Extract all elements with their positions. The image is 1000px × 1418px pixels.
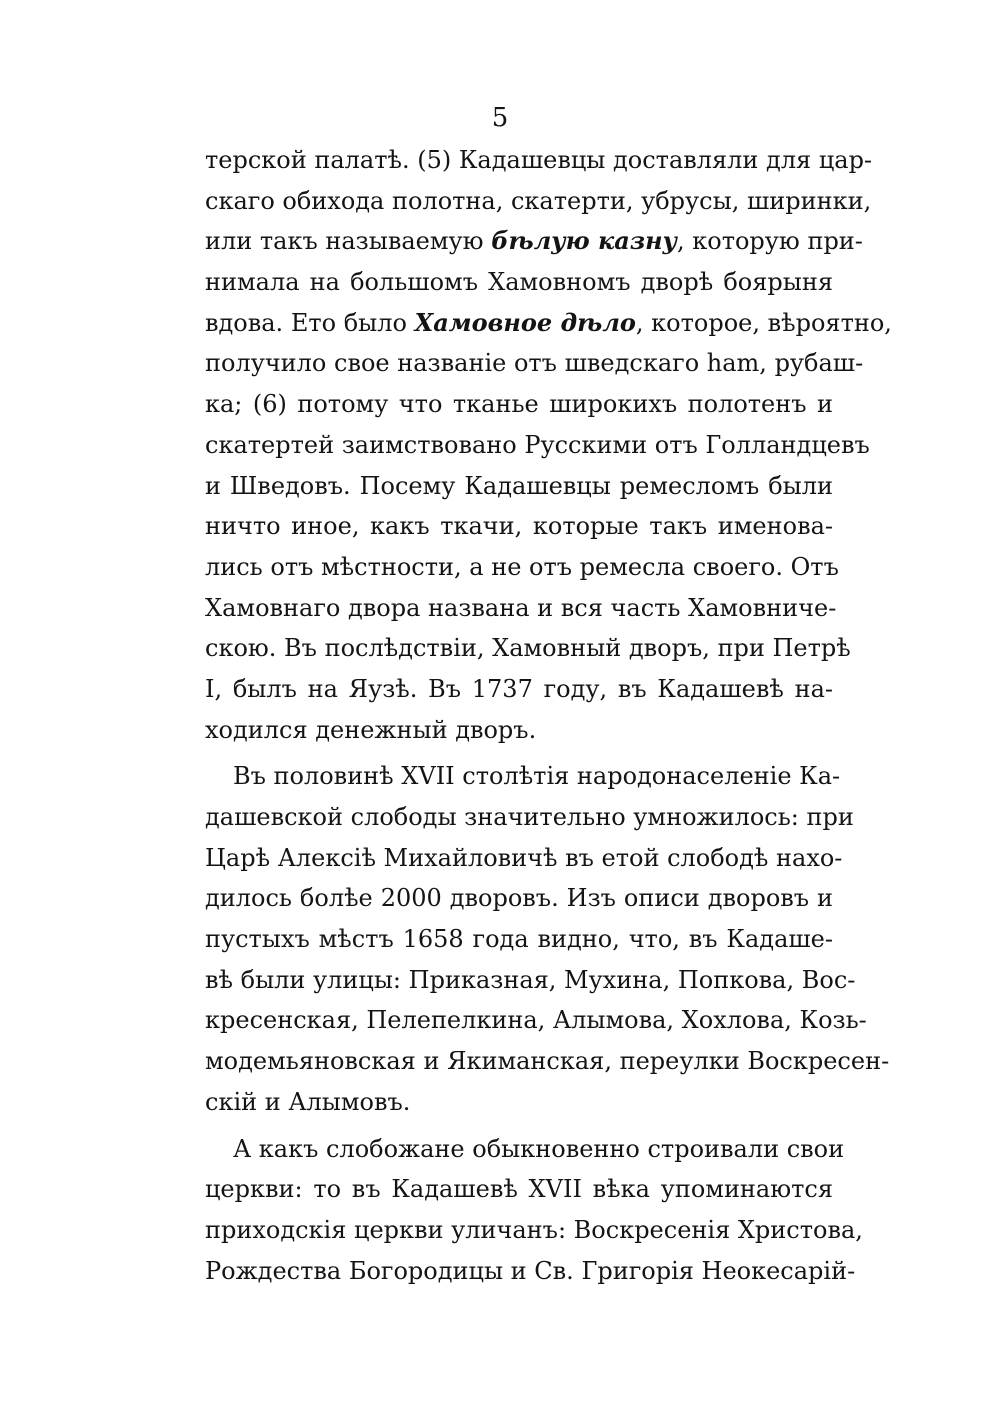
text-line: кресенская, Пелепелкина, Алымова, Хохлова, Козь- <box>205 1006 867 1035</box>
text-line: скаго обихода полотна, скатерти, убрусы, ширинки, <box>205 186 872 215</box>
text-line: скою. Въ послѣдствіи, Хамовный дворъ, при Петрѣ <box>205 634 851 663</box>
text-run: вдова. Ето было <box>205 308 415 337</box>
text-line: нимала на большомъ Хамовномъ дворѣ боярыня <box>205 268 833 297</box>
text-line: лись отъ мѣстности, а не отъ ремесла своего. Отъ <box>205 552 839 581</box>
emphasized-term: Хамовное дѣло <box>414 307 636 337</box>
text-line: и Шведовъ. Посему Кадашевцы ремесломъ были <box>205 471 833 500</box>
text-line: скій и Алымовъ. <box>205 1087 411 1116</box>
text-line: дилось болѣе 2000 дворовъ. Изъ описи дворовъ и <box>205 884 833 913</box>
text-line: Рождества Богородицы и Св. Григорія Неокесарій- <box>205 1256 856 1285</box>
emphasized-term: бѣлую казну <box>491 226 677 256</box>
text-line: Царѣ Алексіѣ Михайловичѣ въ етой слободѣ нахо- <box>205 843 843 872</box>
text-run: или такъ называемую <box>205 227 492 256</box>
text-line: ка; (6) потому что тканье широкихъ полотенъ и <box>205 390 833 419</box>
text-line: дашевской слободы значительно умножилось: при <box>205 803 854 831</box>
page-number: 5 <box>491 103 509 133</box>
text-line: приходскія церкви уличанъ: Воскресенія Христова, <box>205 1215 863 1244</box>
text-line: терской палатѣ. (5) Кадашевцы доставляли для цар- <box>205 146 873 174</box>
text-line <box>205 221 863 262</box>
text-run: , которое, вѣроятно, <box>635 308 892 337</box>
text-line: вѣ были улицы: Приказная, Мухина, Попкова, Вос- <box>205 965 856 994</box>
text-line: Хамовнаго двора названа и вся часть Хамовниче- <box>205 593 837 622</box>
text-line: скатертей заимствовано Русскими отъ Голландцевъ <box>205 430 870 459</box>
text-line: модемьяновская и Якиманская, переулки Воскресен- <box>205 1047 890 1076</box>
text-run: , которую при- <box>677 227 863 256</box>
text-line: церкви: то въ Кадашевѣ XVII вѣка упоминаются <box>205 1175 833 1204</box>
text-line: ходился денежный дворъ. <box>205 715 537 744</box>
body-text <box>205 140 892 1291</box>
text-line: пустыхъ мѣстъ 1658 года видно, что, въ Кадаше- <box>205 925 833 954</box>
text-line: I, былъ на Яузѣ. Въ 1737 году, въ Кадашевѣ на- <box>205 674 833 703</box>
text-line: А какъ слобожане обыкновенно строивали свои <box>233 1134 845 1163</box>
text-line: получило свое названіе отъ шведскаго ham, рубаш- <box>205 349 864 378</box>
text-line: Въ половинѣ XVII столѣтія народонаселеніе Ка- <box>233 762 841 791</box>
text-line: ничто иное, какъ ткачи, которые такъ именова- <box>205 512 833 541</box>
text-line <box>205 303 892 344</box>
